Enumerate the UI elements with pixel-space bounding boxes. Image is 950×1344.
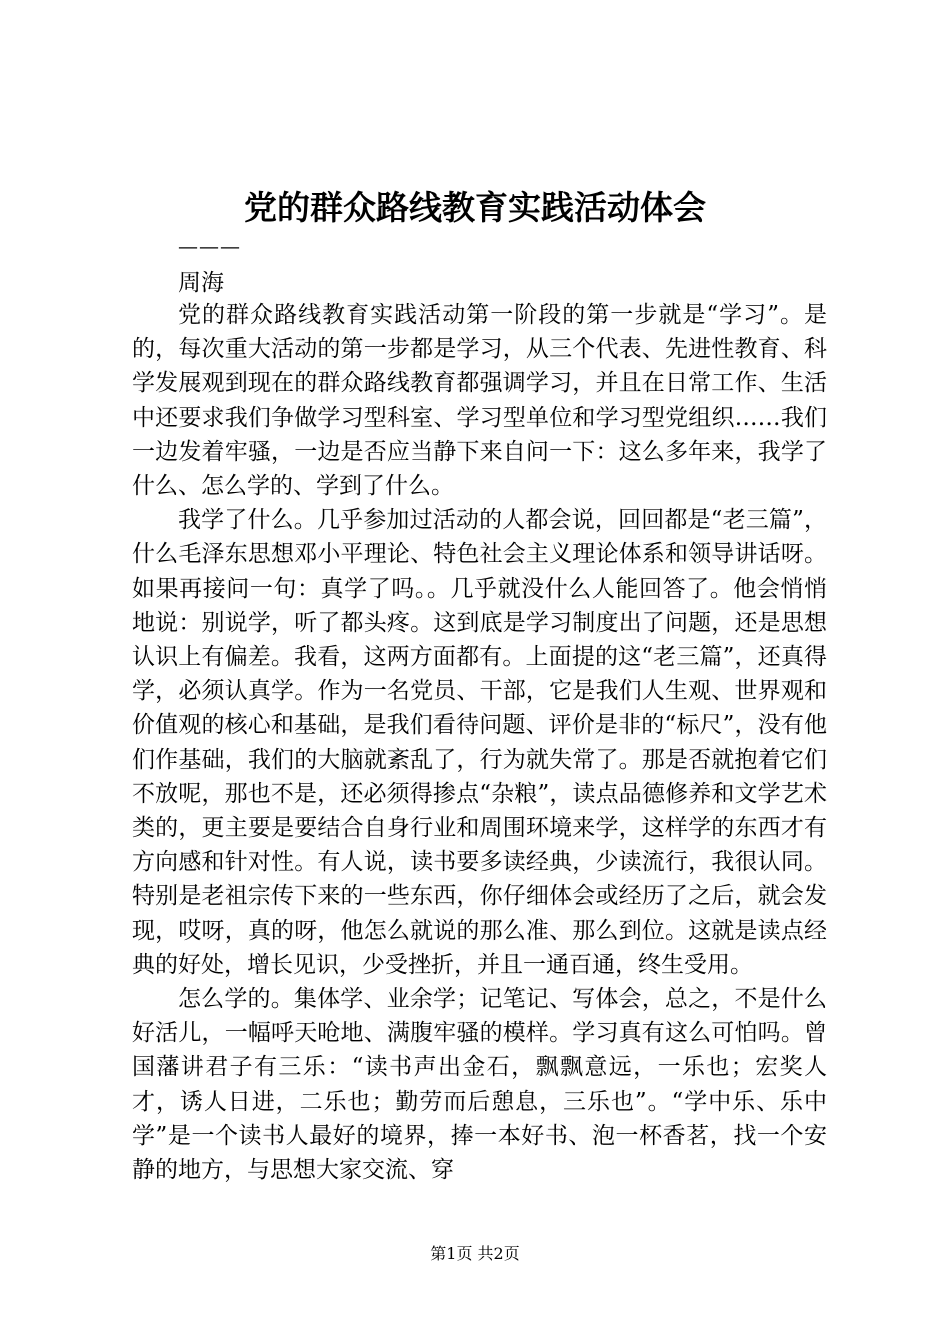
- body-paragraph-2: 我学了什么。几乎参加过活动的人都会说，回回都是“老三篇”，什么毛泽东思想邓小平理论、特色社会主义理论体系和领导讲话呀。如果再接问一句：真学了吗。。几乎就没什么人能回答了。他会悄悄地说：别说学，听了都头疼。这到底是学习制度出了问题，还是思想认识上有偏差。我看，这两方面都有。上面提的这“老三篇”，还真得学，必须认真学。作为一名党员、干部，它是我们人生观、世界观和价值观的核心和基础，是我们看待问题、评价是非的“标尺”，没有他们作基础，我们的大脑就紊乱了，行为就失常了。那是否就抱着它们不放呢，那也不是，还必须得掺点“杂粮”，读点品德修养和文学艺术类的，更主要是要结合自身行业和周围环境来学，这样学的东西才有方向感和针对性。有人说，读书要多读经典，少读流行，我很认同。特别是老祖宗传下来的一些东西，你仔细体会或经历了之后，就会发现，哎呀，真的呀，他怎么就说的那么准、那么到位。这就是读点经典的好处，增长见识，少受挫折，并且一通百通，终生受用。: [132, 507, 827, 978]
- body-paragraph-1: 党的群众路线教育实践活动第一阶段的第一步就是“学习”。是的，每次重大活动的第一步都是学习，从三个代表、先进性教育、科学发展观到现在的群众路线教育都强调学习，并且在日常工作、生活中还要求我们争做学习型科室、学习型单位和学习型党组织……我们一边发着牢骚，一边是否应当静下来自问一下：这么多年来，我学了什么、怎么学的、学到了什么。: [132, 302, 827, 500]
- document-title: 党的群众路线教育实践活动体会: [244, 188, 706, 227]
- body-paragraph-3: 怎么学的。集体学、业余学；记笔记、写体会，总之，不是什么好活儿，一幅呼天呛地、满腹牢骚的模样。学习真有这么可怕吗。曾国藩讲君子有三乐：“读书声出金石，飘飘意远，一乐也；宏奖人才，诱人日进，二乐也；勤劳而后憩息，三乐也”。“学中乐、乐中学”是一个读书人最好的境界，捧一本好书、泡一杯香茗，找一个安静的地方，与思想大家交流、穿: [132, 986, 827, 1184]
- author-name: 周海: [178, 270, 224, 296]
- page-number: 第1页 共2页: [430, 1244, 520, 1263]
- title-dash-separator: ———: [178, 234, 241, 258]
- document-body: [132, 298, 827, 1187]
- page-footer: [0, 1243, 950, 1265]
